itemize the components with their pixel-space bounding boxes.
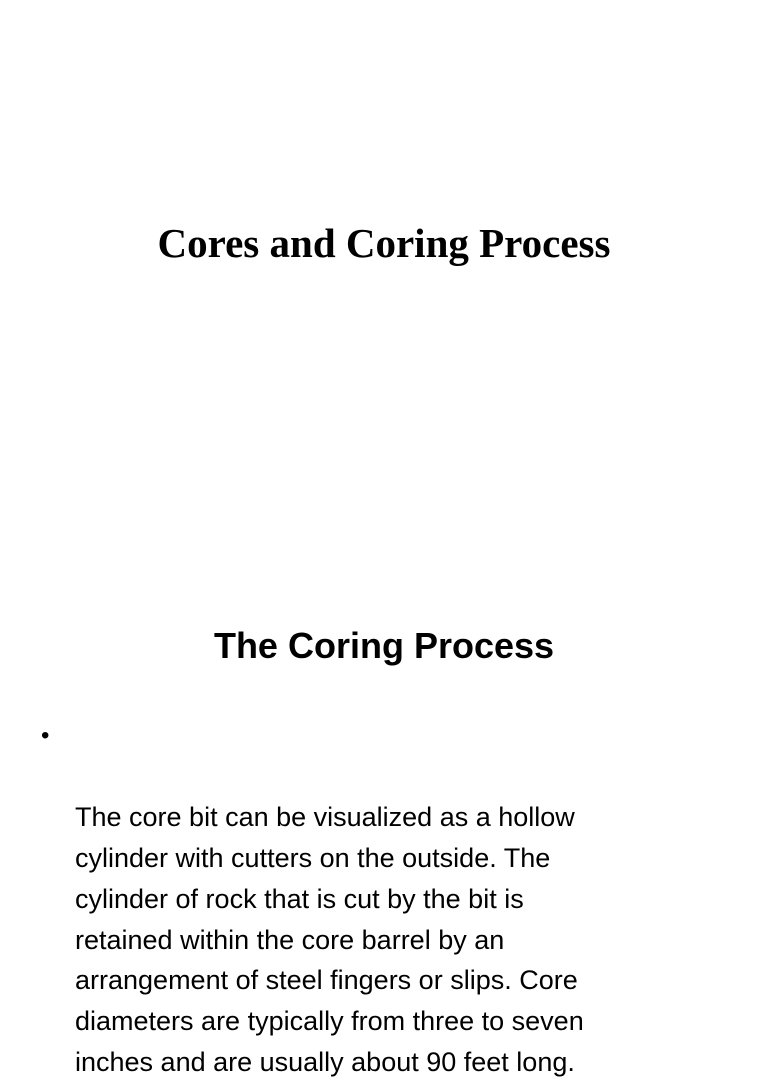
- bullet-text: The core bit can be visualized as a hollow cylinder with cutters on the outside. The cylinder of rock that is cut by the bit is retained within the core barrel by an arrangement of steel fingers or slips. Core diameters are typically from three to seven inches and are usually about 90 feet long.: [75, 802, 584, 1077]
- bullet-list: [38, 716, 698, 1082]
- slide-heading: The Coring Process: [213, 625, 555, 666]
- bullet-item: [38, 716, 698, 1082]
- content-slide: [0, 576, 768, 1077]
- slide-title: Cores and Coring Process: [157, 220, 611, 266]
- bullet-marker: •: [41, 722, 50, 749]
